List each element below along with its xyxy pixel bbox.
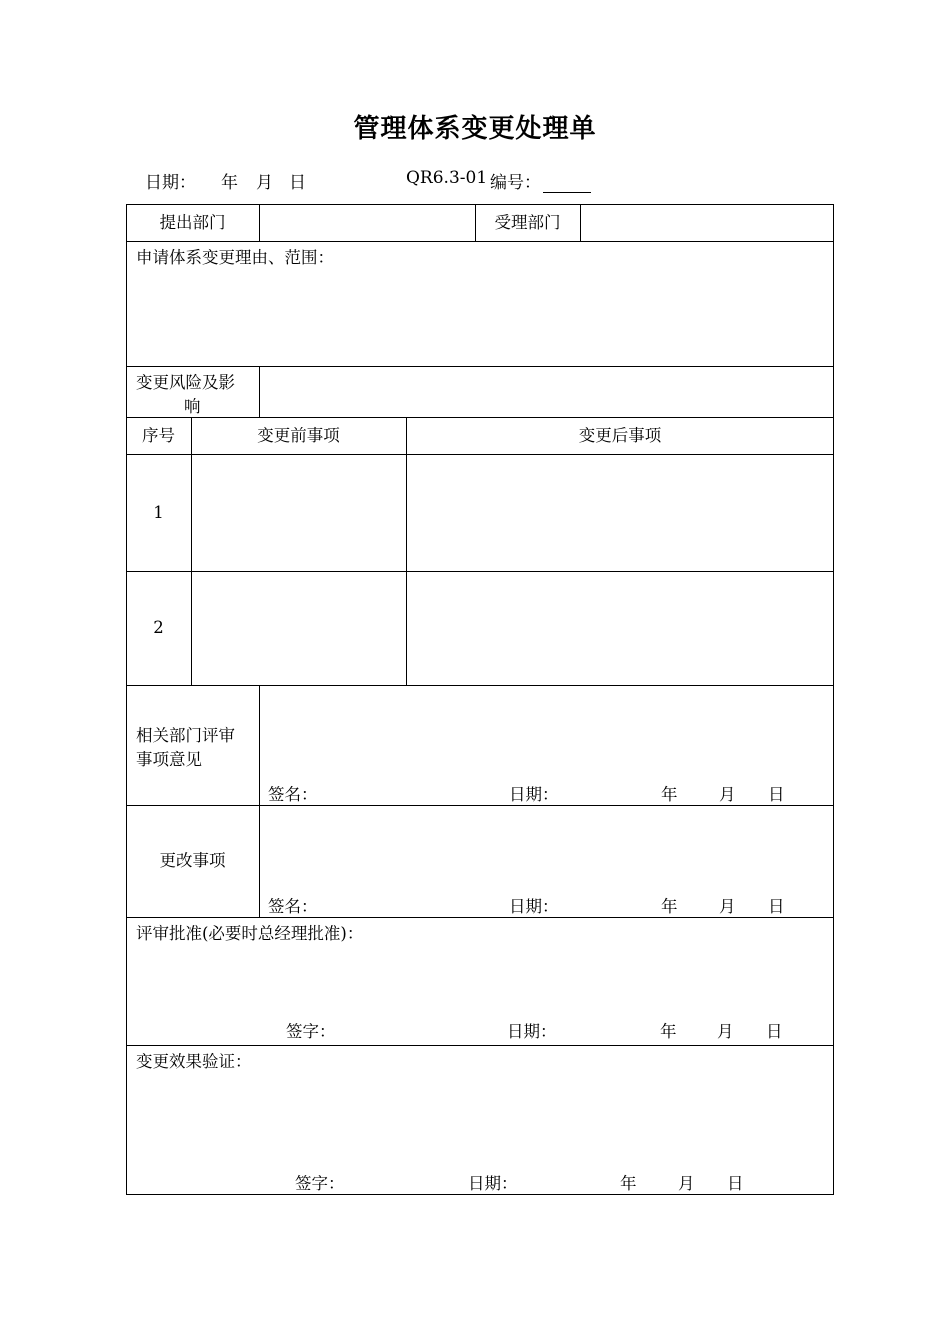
review-date-label: 日期： [509, 785, 559, 804]
approval-year: 年 [660, 1022, 677, 1041]
review-year: 年 [661, 785, 678, 804]
risk-label-line1: 变更风险及影 [136, 373, 235, 392]
verify-sign-label: 签字： [295, 1174, 345, 1193]
approval-date-label: 日期： [507, 1022, 557, 1041]
change-month: 月 [719, 897, 736, 916]
review-month: 月 [719, 785, 736, 804]
after-item-field[interactable] [407, 455, 833, 571]
change-label: 更改事项 [159, 851, 226, 870]
verify-month: 月 [678, 1174, 695, 1193]
risk-label-line2: 响 [184, 397, 201, 416]
row-divider [126, 917, 834, 918]
verify-day: 日 [727, 1174, 744, 1193]
reason-label: 申请体系变更理由、范围： [136, 248, 334, 267]
review-sign-label: 签名： [268, 785, 318, 804]
number-label: 编号： [490, 173, 541, 193]
approval-sign-label: 签字： [286, 1022, 336, 1041]
verify-label: 变更效果验证： [136, 1052, 252, 1071]
header-month: 月 [256, 173, 273, 193]
verify-date-label: 日期： [468, 1174, 518, 1193]
review-label-line1: 相关部门评审 [136, 726, 235, 745]
header-year: 年 [221, 173, 238, 193]
approval-field[interactable] [127, 946, 833, 1014]
page-title: 管理体系变更处理单 [353, 114, 597, 144]
after-header: 变更后事项 [578, 425, 662, 445]
risk-field[interactable] [260, 367, 833, 417]
row-divider [126, 241, 834, 242]
approval-day: 日 [766, 1022, 783, 1041]
change-field[interactable] [260, 806, 833, 888]
submit-dept-label: 提出部门 [159, 212, 226, 232]
header-day: 日 [289, 173, 306, 193]
before-header: 变更前事项 [257, 425, 340, 445]
header-date-label: 日期： [145, 173, 196, 193]
number-field [490, 168, 591, 193]
reason-field[interactable] [127, 270, 833, 365]
change-sign-label: 签名： [268, 897, 318, 916]
approval-month: 月 [717, 1022, 734, 1041]
change-date-label: 日期： [509, 897, 559, 916]
seq-cell: 2 [153, 618, 164, 637]
accept-dept-label: 受理部门 [494, 212, 561, 232]
after-item-field[interactable] [407, 572, 833, 685]
seq-cell: 1 [153, 502, 164, 522]
verify-year: 年 [620, 1174, 637, 1193]
before-item-field[interactable] [192, 455, 406, 571]
before-item-field[interactable] [192, 572, 406, 685]
number-blank[interactable] [543, 174, 591, 193]
form-code: QR6.3-01 [406, 168, 488, 188]
row-divider [126, 1045, 834, 1046]
review-opinion-field[interactable] [260, 686, 833, 776]
verify-field[interactable] [127, 1074, 833, 1168]
accept-dept-field[interactable] [581, 205, 833, 241]
change-year: 年 [661, 897, 678, 916]
change-day: 日 [768, 897, 785, 916]
review-day: 日 [768, 785, 785, 804]
review-label-line2: 事项意见 [136, 750, 202, 769]
seq-header: 序号 [142, 425, 175, 445]
approval-label: 评审批准(必要时总经理批准)： [136, 924, 364, 943]
submit-dept-field[interactable] [260, 205, 475, 241]
